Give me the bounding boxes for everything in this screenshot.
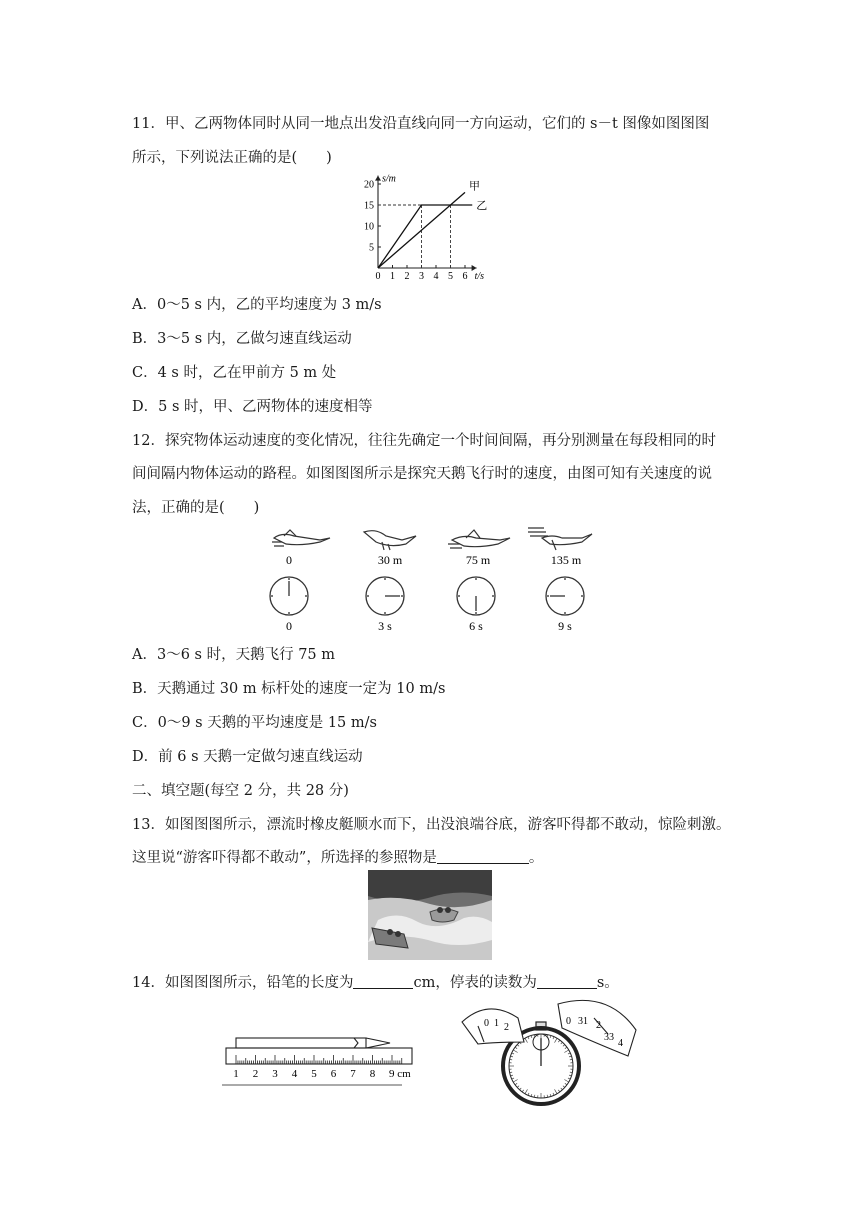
q13-text: 这里说“游客吓得都不敢动”，所选择的参照物是	[132, 850, 437, 866]
q14-text: 14．如图图图所示，铅笔的长度为	[132, 975, 354, 991]
q13-line1: 13．如图图图所示，漂流时橡皮艇顺水而下，出没浪端谷底，游客吓得都不敢动，惊险刺激。	[132, 817, 731, 833]
q13-line2	[132, 846, 543, 867]
watch-tick	[511, 1056, 513, 1057]
y-tick-label: 10	[364, 221, 374, 233]
distance-label: 30 m	[377, 553, 403, 567]
watch-tick	[515, 1047, 517, 1048]
stopwatch-figure	[458, 994, 642, 1110]
small-dial-label: 0	[484, 1018, 489, 1029]
watch-tick	[565, 1083, 567, 1084]
x-tick-label: 4	[433, 271, 439, 282]
y-tick-label: 20	[364, 179, 374, 191]
q12-option-c: C．0～9 s 天鹅的平均速度是 15 m/s	[132, 715, 377, 731]
watch-tick	[568, 1078, 570, 1079]
x-axis-label: t/s	[474, 271, 485, 282]
watch-tick	[522, 1090, 523, 1092]
q12-stem-line3: 法，正确的是( )	[132, 500, 260, 516]
y-tick-label: 15	[364, 200, 374, 212]
swan-figure	[262, 522, 598, 634]
q13-text-end: 。	[528, 850, 544, 866]
small-dial-label: 1	[494, 1018, 499, 1029]
answer-blank	[437, 849, 529, 864]
ruler-label: 9 cm	[389, 1068, 411, 1080]
swan-icon	[364, 531, 416, 550]
watch-tick	[550, 1094, 551, 1096]
st-graph	[360, 173, 510, 282]
watch-tick	[558, 1040, 559, 1042]
large-dial-label: 0	[566, 1016, 571, 1027]
x-tick-label: 0	[375, 271, 381, 282]
watch-tick	[511, 1075, 513, 1076]
small-dial-label: 2	[504, 1022, 509, 1033]
watch-tick	[564, 1050, 568, 1053]
watch-tick	[565, 1047, 567, 1048]
watch-tick	[558, 1090, 559, 1092]
watch-tick	[517, 1086, 519, 1088]
watch-tick	[564, 1080, 568, 1083]
watch-tick	[528, 1093, 529, 1095]
watch-tick	[569, 1075, 571, 1076]
q12-stem-line2: 间间隔内物体运动的路程。如图图图所示是探究天鹅飞行时的速度，由图可知有关速度的说	[132, 466, 712, 482]
watch-tick	[561, 1042, 563, 1044]
clock-icon	[546, 577, 584, 615]
q14-text-mid: cm，停表的读数为	[413, 975, 537, 991]
small-dial-callout	[462, 1009, 524, 1044]
ruler-pencil-figure	[222, 1022, 422, 1092]
watch-tick	[513, 1080, 517, 1083]
clock-icon	[457, 577, 495, 615]
watch-tick	[563, 1086, 565, 1088]
ruler-label: 7	[350, 1068, 356, 1080]
watch-tick	[563, 1045, 565, 1047]
distance-label: 135 m	[550, 553, 582, 567]
large-dial-label: 31	[578, 1016, 588, 1027]
x-tick-label: 5	[448, 271, 453, 282]
watch-tick	[525, 1089, 528, 1093]
q11-option-d: D．5 s 时，甲、乙两物体的速度相等	[132, 399, 373, 415]
watch-tick	[555, 1089, 558, 1093]
watch-tick	[528, 1037, 529, 1039]
ruler-label: 6	[330, 1068, 337, 1080]
series-label: 乙	[476, 200, 488, 212]
ruler-label: 3	[272, 1068, 278, 1080]
ruler-label: 4	[291, 1068, 298, 1080]
q11-option-c: C．4 s 时，乙在甲前方 5 m 处	[132, 365, 337, 381]
q11-option-b: B．3～5 s 内，乙做匀速直线运动	[132, 331, 352, 347]
watch-tick	[512, 1078, 514, 1079]
series-line	[378, 205, 472, 268]
swan-icon	[272, 530, 330, 546]
watch-tick	[515, 1083, 517, 1084]
watch-tick	[568, 1053, 570, 1054]
x-tick-label: 6	[462, 271, 468, 282]
q12-option-b: B．天鹅通过 30 m 标杆处的速度一定为 10 m/s	[132, 681, 446, 697]
series-label: 甲	[469, 180, 480, 193]
watch-tick	[569, 1056, 571, 1057]
q12-stem-line1: 12．探究物体运动速度的变化情况，往往先确定一个时间间隔，再分别测量在每段相同的时	[132, 433, 716, 449]
y-tick-label: 5	[369, 242, 374, 254]
q12-option-a: A．3～6 s 时，天鹅飞行 75 m	[132, 647, 335, 663]
x-tick-label: 3	[419, 271, 424, 282]
watch-tick	[550, 1036, 551, 1038]
large-dial-label: 33	[604, 1032, 614, 1043]
watch-tick	[553, 1037, 554, 1039]
large-dial-label: 2	[596, 1020, 601, 1031]
watch-tick	[517, 1045, 519, 1047]
time-label: 9 s	[558, 619, 572, 633]
q12-option-d: D．前 6 s 天鹅一定做匀速直线运动	[132, 749, 363, 765]
q14-text-end: s。	[596, 975, 619, 991]
y-axis-arrow	[375, 176, 381, 181]
ruler-label: 1	[233, 1068, 239, 1080]
x-tick-label: 1	[390, 271, 395, 282]
ruler-label: 2	[252, 1068, 259, 1080]
watch-tick	[513, 1050, 517, 1053]
watch-tick	[531, 1094, 532, 1096]
section-heading: 二、填空题(每空 2 分，共 28 分)	[132, 783, 349, 799]
watch-tick	[531, 1036, 532, 1038]
swan-icon	[528, 528, 592, 550]
q11-stem-line1: 11．甲、乙两物体同时从同一地点出发沿直线向同一方向运动，它们的 s－t 图像如图图图	[132, 116, 710, 132]
q14-line	[132, 971, 619, 992]
watch-tick	[512, 1053, 514, 1054]
time-label: 6 s	[469, 619, 483, 633]
time-label: 3 s	[378, 619, 392, 633]
pencil-icon	[236, 1038, 390, 1048]
time-label: 0	[286, 619, 292, 633]
watch-tick	[520, 1088, 522, 1090]
large-dial-label: 4	[618, 1038, 623, 1049]
watch-tick	[553, 1093, 554, 1095]
rafting-photo	[368, 870, 492, 960]
answer-blank	[537, 974, 597, 989]
ruler-label: 5	[311, 1068, 317, 1080]
distance-label: 75 m	[465, 553, 491, 567]
distance-label: 0	[286, 553, 292, 567]
q11-option-a: A．0～5 s 内，乙的平均速度为 3 m/s	[132, 297, 382, 313]
clock-icon	[270, 577, 308, 615]
ruler-label: 8	[369, 1068, 376, 1080]
watch-tick	[555, 1038, 558, 1042]
y-axis-label: s/m	[382, 173, 396, 185]
x-tick-label: 2	[404, 271, 410, 282]
swan-icon	[448, 530, 510, 548]
clock-icon	[366, 577, 404, 615]
answer-blank	[353, 974, 413, 989]
q11-stem-line2: 所示，下列说法正确的是( )	[132, 150, 332, 166]
watch-tick	[525, 1038, 528, 1042]
watch-tick	[561, 1088, 563, 1090]
